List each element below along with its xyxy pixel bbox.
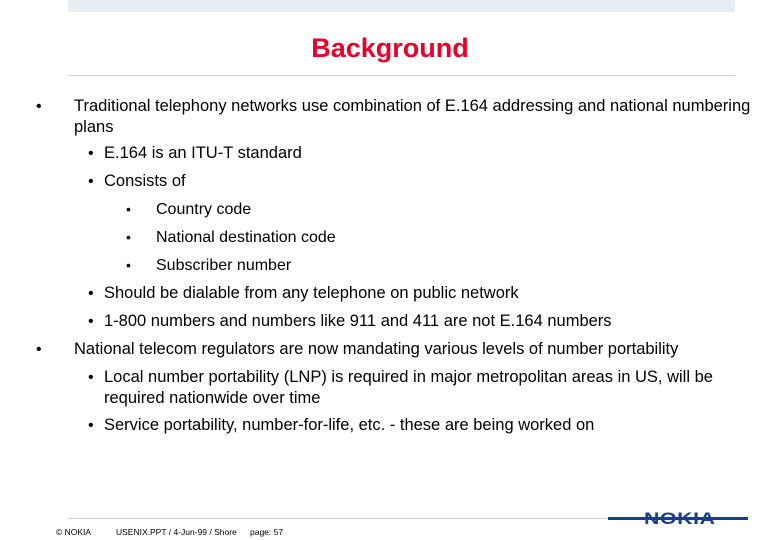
bullet-1-text: Traditional telephony networks use combination of E.164 addressing and national numbering plans [74,97,751,136]
sub-bullet-2-2 [88,415,750,436]
bullet-dot: • [88,145,94,162]
bullet-dot: • [36,341,42,358]
bullet-dot: • [88,417,94,434]
footer-divider [68,518,608,519]
sub-bullet-2-2-text: Service portability, number-for-life, etc. - these are being worked on [104,416,595,434]
title-divider [68,75,735,76]
nokia-logo: NOKIA [644,509,716,528]
sub-sub-bullet-2 [126,227,336,248]
bullet-dot: • [126,229,131,245]
sub-bullet-1-3-text: Should be dialable from any telephone on public network [104,284,519,302]
sub-sub-bullet-1 [126,199,252,220]
footer-page-number: page: 57 [250,527,284,537]
footer-file-info: USENIX.PPT / 4-Jun-99 / Shore [116,527,237,537]
bullet-dot: • [126,257,131,273]
sub-bullet-1-4 [88,311,744,332]
bullet-dot: • [88,285,94,302]
bullet-dot: • [36,98,42,115]
sub-sub-bullet-2-text: National destination code [156,229,336,246]
slide-title: Background [311,33,469,63]
footer-copyright: © NOKIA [56,527,92,537]
bullet-dot: • [126,201,131,217]
bullet-dot: • [88,313,94,330]
sub-bullet-1-1-text: E.164 is an ITU-T standard [104,144,302,162]
sub-bullet-1-3 [88,283,744,304]
bullet-dot: • [88,173,94,190]
bullet-2 [36,339,754,360]
bullet-1 [36,96,754,138]
bullet-dot: • [88,369,94,386]
sub-bullet-1-4-text: 1-800 numbers and numbers like 911 and 411 are not E.164 numbers [104,312,612,330]
sub-bullet-2-1 [88,367,750,409]
sub-sub-bullet-3-text: Subscriber number [156,257,292,274]
sub-sub-bullet-1-text: Country code [156,201,252,218]
sub-bullet-2-1-text: Local number portability (LNP) is required in major metropolitan areas in US, will be required nationwide over time [104,368,713,407]
sub-sub-bullet-3 [126,255,292,276]
sub-bullet-1-2-text: Consists of [104,172,186,190]
bullet-2-text: National telecom regulators are now mandating various levels of number portability [74,340,679,358]
top-decorative-bar [68,0,735,12]
sub-bullet-1-2 [88,171,744,192]
sub-bullet-1-1 [88,143,744,164]
